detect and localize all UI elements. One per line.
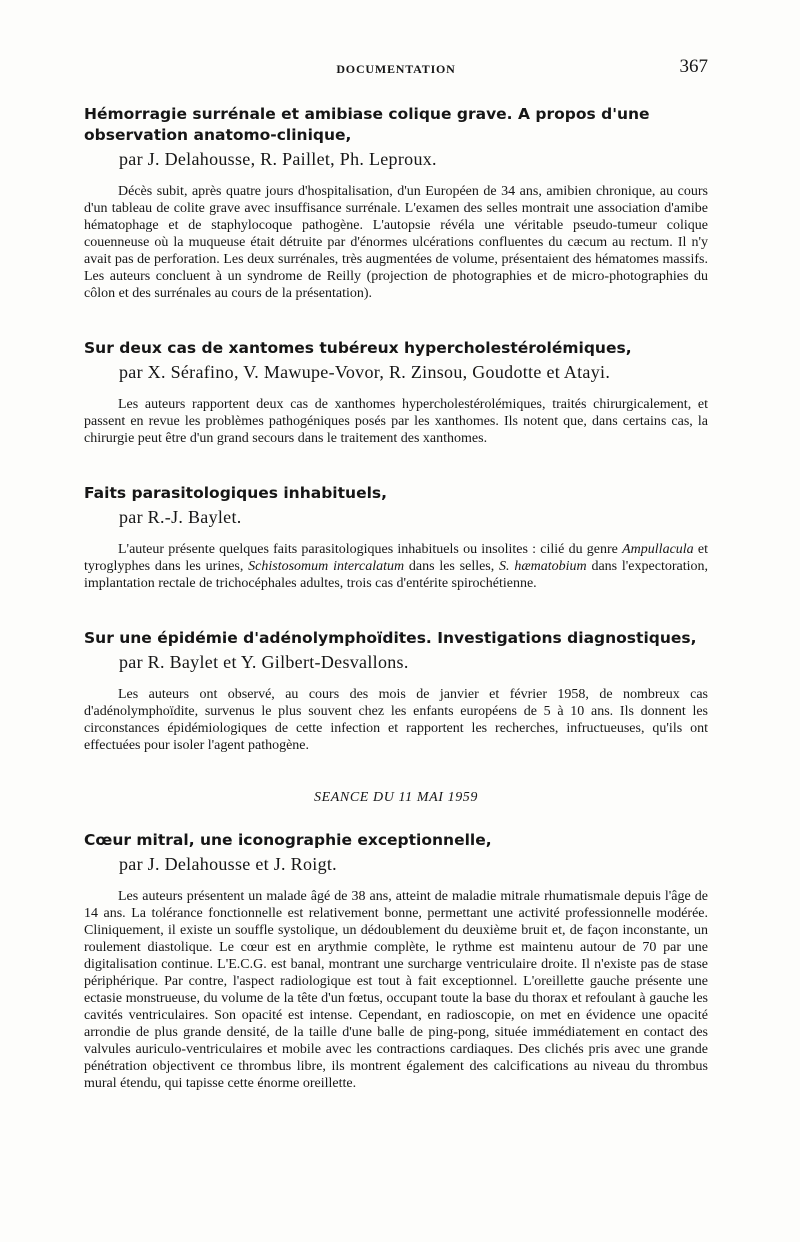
article-authors: par R. Baylet et Y. Gilbert-Desvallons. [119,652,409,672]
article-abstract: Les auteurs ont observé, au cours des mois de janvier et février 1958, de nombreux cas d'adénolymphoïdite, survenus le plus souvent chez les enfants européens de 5 à 10 ans. Ils donnent les circonstances épidémiologiques de cette infection et rapportent les recherches, infructueuses, qu'ils ont effectuées pour isoler l'agent pathogène. [84,687,708,753]
abstract-text: dans l'expectoration, implantation rectale de trichocéphales adultes, trois cas d'entérite spirochétienne. [84,559,708,591]
article-xanthomas [84,338,708,447]
article-adenolymphoiditis [84,628,708,754]
article-title: Faits parasitologiques inhabituels, [84,484,388,502]
article-authors: par X. Sérafino, V. Mawupe-Vovor, R. Zinsou, Goudotte et Atayi. [119,362,611,382]
article-abstract: Les auteurs présentent un malade âgé de 38 ans, atteint de maladie mitrale rhumatismale depuis l'âge de 14 ans. La tolérance fonctionnelle est relativement bonne, permettant une activité professionnelle modérée. Cliniquement, il existe un souffle systolique, un dédoublement du deuxième bruit et, de façon inconstante, un roulement diastolique. Le cœur est en arythmie complète, le rythme est maintenu autour de 70 par une digitalisation continue. L'E.C.G. est banal, montrant une surcharge ventriculaire droite. Il n'existe pas de stase périphérique. Par contre, l'aspect radiologique est tout à fait exceptionnel. L'oreillette gauche présente une ectasie monstrueuse, du volume de la tête d'un fœtus, occupant toute la base du thorax et refoulant à gauche les cavités ventriculaires. Son opacité est intense. Cependant, en radioscopie, on met en évidence une opacité arrondie de plus grande densité, de la taille d'une balle de ping-pong, située immédiatement en contact des valvules auriculo-ventriculaires et mobile avec les contractions cardiaques. Des clichés pris avec une grande pénétration objectivent ce thrombus libre, ils montrent également des calcifications au niveau du thrombus mural étendu, qui tapisse cette énorme oreillette. [84,889,708,1091]
article-abstract: Les auteurs rapportent deux cas de xanthomes hypercholestérolémiques, traités chirurgicalement, et passent en revue les problèmes pathogéniques posés par les xanthomes. Ils notent que, dans certains cas, la chirurgie peut être d'un grand secours dans le traitement des xanthomes. [84,397,708,446]
page [84,54,708,1092]
article-title: Sur deux cas de xantomes tubéreux hypercholestérolémiques, [84,339,632,357]
taxon-name: Schistosomum intercalatum [248,559,405,574]
article-authors: par R.-J. Baylet. [119,507,242,527]
taxon-name: S. hæmatobium [499,559,587,574]
abstract-text: dans les selles, [404,559,500,574]
article-authors: par J. Delahousse et J. Roigt. [119,854,337,874]
article-mitral-heart [84,830,708,1092]
article-abstract: Décès subit, après quatre jours d'hospitalisation, d'un Européen de 34 ans, amibien chronique, au cours d'un tableau de colite grave avec insuffisance surrénale. L'examen des selles montrait une association d'amibe hématophage et de staphylocoque pathogène. L'autopsie révéla une véritable pseudo-tumeur colique couenneuse où la muqueuse était détruite par d'énormes ulcérations confluentes du cæcum au rectum. Il n'y avait pas de perforation. Les deux surrénales, très augmentées de volume, présentaient des hématomes massifs. Les auteurs concluent à un syndrome de Reilly (projection de photographies et de micro-photographies du côlon et des surrénales au cours de la présentation). [84,184,708,301]
article-adrenal-hemorrhage [84,104,708,302]
article-title: Hémorragie surrénale et amibiase colique grave. A propos d'une observation anatomo-clinique, [84,105,650,144]
article-title: Sur une épidémie d'adénolymphoïdites. Investigations diagnostiques, [84,629,697,647]
article-authors: par J. Delahousse, R. Paillet, Ph. Leproux. [119,149,437,169]
running-header [84,54,708,80]
taxon-name: Ampullacula [622,542,694,557]
article-title: Cœur mitral, une iconographie exceptionnelle, [84,831,492,849]
abstract-text: et tyroglyphes dans les urines, [84,542,708,574]
article-abstract [84,541,708,592]
article-parasitology [84,483,708,592]
running-title: DOCUMENTATION [336,62,456,76]
page-number: 367 [679,56,708,77]
session-heading: SEANCE DU 11 MAI 1959 [314,790,478,805]
abstract-text: L'auteur présente quelques faits parasitologiques inhabituels ou insolites : cilié du genre [118,542,623,557]
